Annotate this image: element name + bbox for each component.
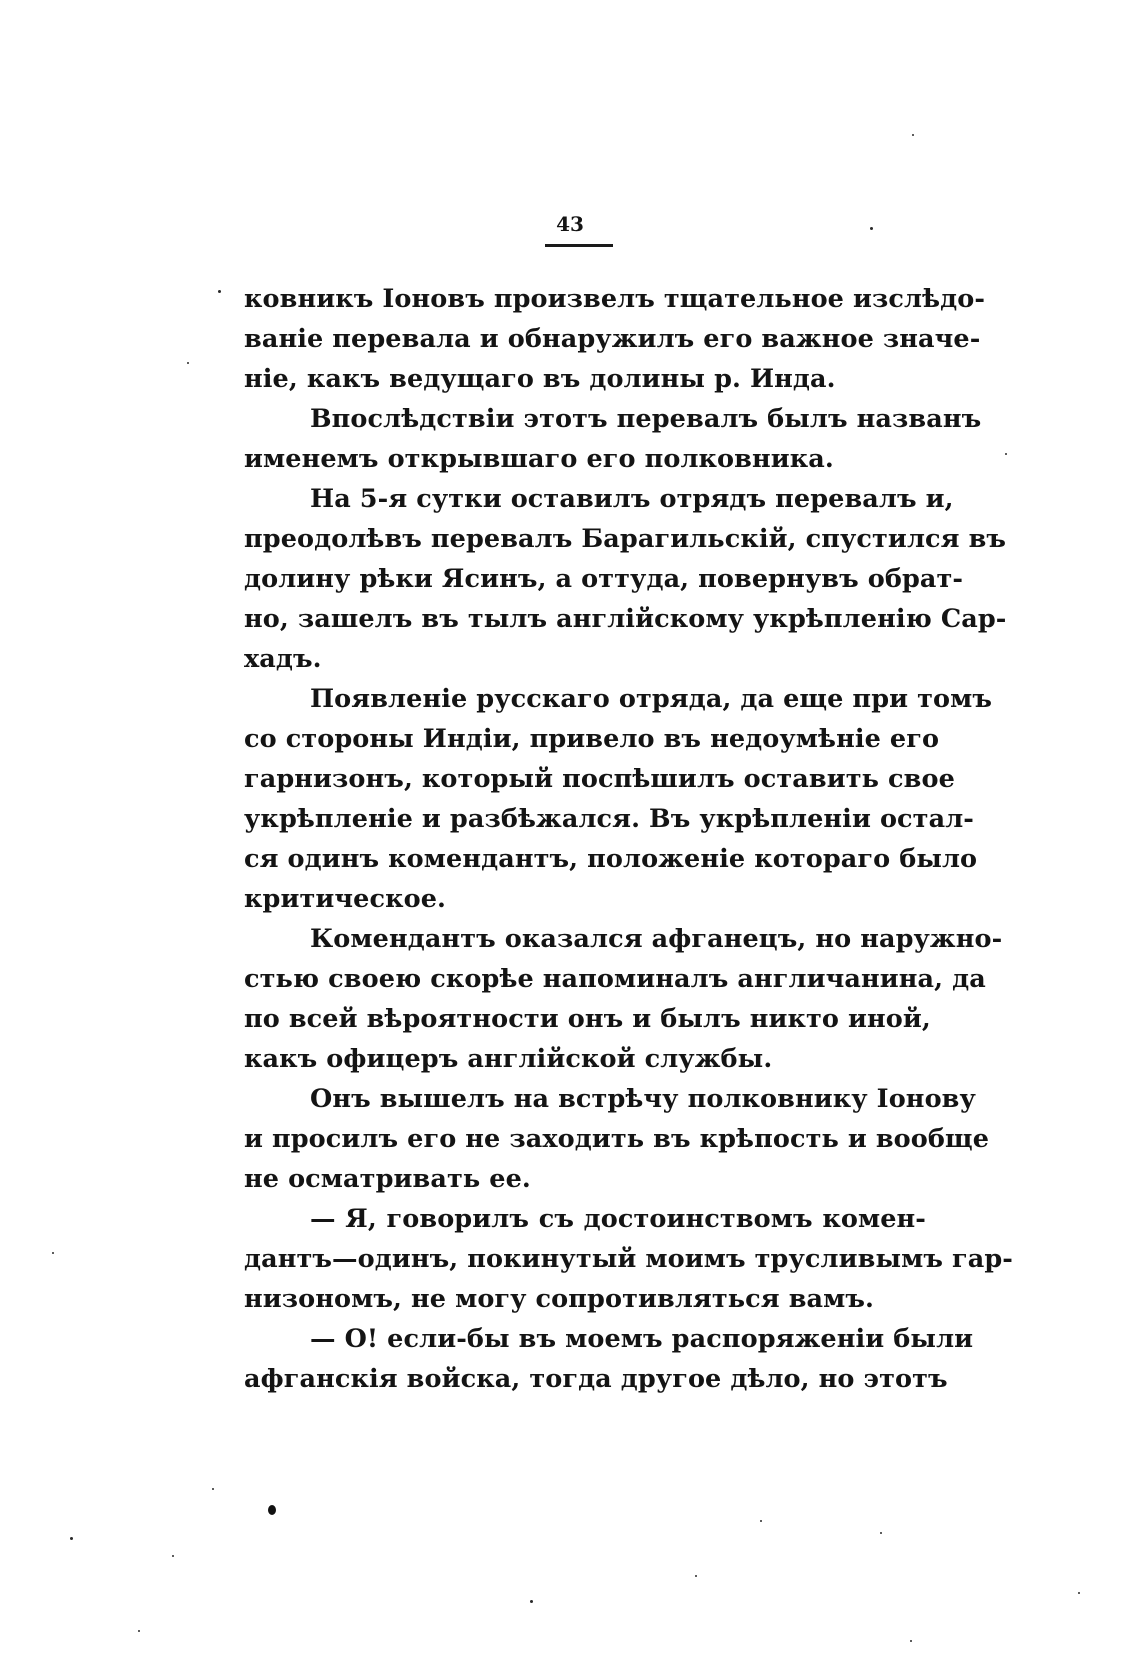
text-line: низономъ, не могу сопротивляться вамъ. [244,1284,875,1314]
text-line: На 5-я сутки оставилъ отрядъ перевалъ и, [310,484,954,514]
text-line: Впослѣдствіи этотъ перевалъ былъ названъ [310,404,982,434]
scan-speck [212,1488,214,1490]
text-line: именемъ открывшаго его полковника. [244,444,834,474]
text-line: по всей вѣроятности онъ и былъ никто иной, [244,1004,931,1034]
text-line: хадъ. [244,644,322,674]
text-line: укрѣпленіе и разбѣжался. Въ укрѣпленіи остал- [244,804,974,834]
scan-speck [912,134,914,136]
text-line: дантъ—одинъ, покинутый моимъ трусливымъ гар- [244,1244,1013,1274]
text-line: Комендантъ оказался афганецъ, но наружно- [310,924,1003,954]
text-line: и просилъ его не заходить въ крѣпость и вообще [244,1124,990,1154]
scan-speck [870,227,873,230]
text-line: не осматривать ее. [244,1164,531,1194]
text-line: долину рѣки Ясинъ, а оттуда, повернувъ обрат- [244,564,964,594]
text-line: ніе, какъ ведущаго въ долины р. Инда. [244,364,836,394]
page-number: 43 [556,212,584,236]
text-line: ся одинъ комендантъ, положеніе котораго было [244,844,978,874]
page-number-rule [545,244,613,247]
text-line: Появленіе русскаго отряда, да еще при томъ [310,684,993,714]
scan-speck [1005,453,1007,455]
text-line: какъ офицеръ англійской службы. [244,1044,773,1074]
text-line: гарнизонъ, который поспѣшилъ оставить свое [244,764,955,794]
scan-speck [218,290,221,293]
text-line: но, зашелъ въ тылъ англійскому укрѣпленію Сар- [244,604,1007,634]
text-line: критическое. [244,884,447,914]
scan-speck [52,1252,54,1254]
text-line: — Я, говорилъ съ достоинствомъ комен- [310,1204,926,1234]
text-line: стью своею скорѣе напоминалъ англичанина, да [244,964,986,994]
scan-speck [268,1505,276,1515]
scan-speck [138,1630,140,1632]
scan-speck [760,1520,762,1522]
text-line: Онъ вышелъ на встрѣчу полковнику Іонову [310,1084,976,1114]
scan-speck [910,1640,912,1642]
scan-speck [695,1575,697,1577]
scan-speck [530,1600,533,1603]
scan-speck [70,1537,73,1540]
page-body-text [244,279,1013,1399]
text-line: преодолѣвъ перевалъ Барагильскій, спустился въ [244,524,1007,554]
text-line: — О! если-бы въ моемъ распоряженіи были [310,1324,974,1354]
text-line: ковникъ Іоновъ произвелъ тщательное изслѣдо- [244,284,985,314]
text-line: афганскія войска, тогда другое дѣло, но этотъ [244,1364,948,1394]
scan-speck [172,1555,174,1557]
scan-speck [187,362,189,364]
text-line: ваніе перевала и обнаружилъ его важное значе- [244,324,981,354]
scan-speck [880,1532,882,1534]
scan-speck [1078,1592,1080,1594]
text-line: со стороны Индіи, привело въ недоумѣніе его [244,724,940,754]
